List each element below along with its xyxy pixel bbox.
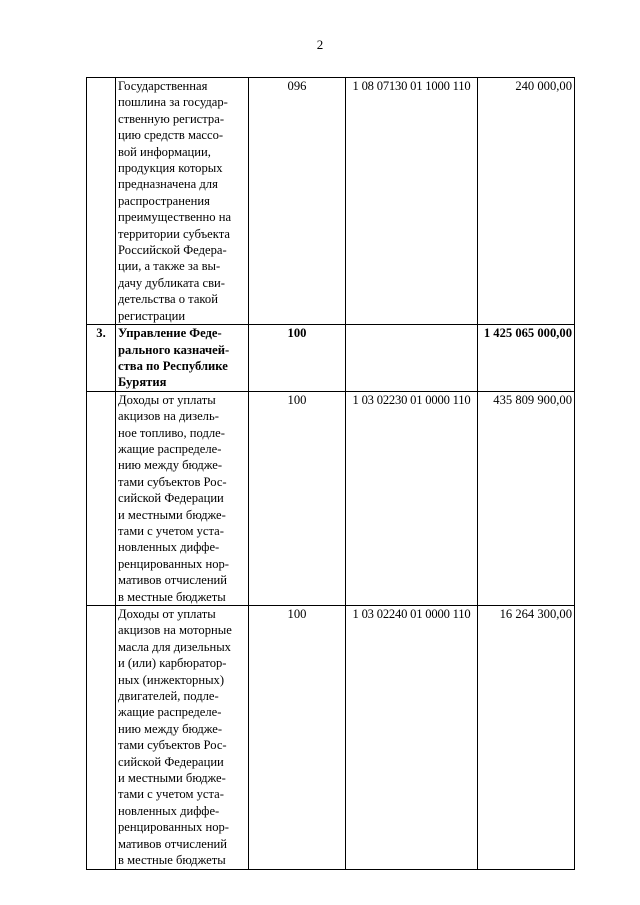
revenue-name-line: жащие распределе- xyxy=(118,441,222,456)
revenue-name-line: Российской Федера- xyxy=(118,243,227,258)
revenue-name-line: цию средств массо- xyxy=(118,128,224,143)
revenue-name-line: мативов отчислений xyxy=(118,573,228,588)
revenue-name-line: масла для дизельных xyxy=(118,639,231,654)
revenue-name-line: тами с учетом уста- xyxy=(118,787,224,802)
revenue-name-line: мативов отчислений xyxy=(118,836,228,851)
revenue-name-line: нию между бюдже- xyxy=(118,458,223,473)
kbk-code-cell xyxy=(346,325,478,392)
revenue-name-line: преимущественно на xyxy=(118,210,232,225)
revenue-name-line: детельства о такой xyxy=(118,292,218,307)
revenue-name-line: Доходы от уплаты xyxy=(118,392,216,407)
revenue-name-line: ренцированных нор- xyxy=(118,820,229,835)
table-row xyxy=(87,606,575,870)
revenue-table xyxy=(86,77,575,870)
kbk-code-cell: 1 08 07130 01 1000 110 xyxy=(346,78,478,325)
admin-code-cell: 100 xyxy=(249,325,346,392)
revenue-name-line: Государственная xyxy=(118,79,208,93)
revenue-name-line: регистрации xyxy=(118,308,186,323)
kbk-code-cell: 1 03 02230 01 0000 110 xyxy=(346,391,478,605)
revenue-name-line: пошлина за государ- xyxy=(118,95,228,110)
revenue-name-line: Управление Феде- xyxy=(118,326,222,341)
revenue-name-line: дачу дубликата сви- xyxy=(118,275,225,290)
revenue-name-line: территории субъекта xyxy=(118,226,230,241)
revenue-name-line: и местными бюдже- xyxy=(118,771,226,786)
amount-cell: 16 264 300,00 xyxy=(478,606,575,870)
page-number: 2 xyxy=(316,37,324,52)
revenue-name-cell xyxy=(116,78,249,325)
row-number-cell xyxy=(87,78,116,325)
revenue-name-line: тами субъектов Рос- xyxy=(118,474,227,489)
admin-code-cell: 100 xyxy=(249,391,346,605)
revenue-name-line: ное топливо, подле- xyxy=(118,425,225,440)
kbk-code-cell: 1 03 02240 01 0000 110 xyxy=(346,606,478,870)
admin-code-cell: 100 xyxy=(249,606,346,870)
revenue-name-line: ренцированных нор- xyxy=(118,556,229,571)
revenue-name-cell xyxy=(116,606,249,870)
revenue-name-line: тами с учетом уста- xyxy=(118,523,224,538)
revenue-name-line: распространения xyxy=(118,193,210,208)
amount-cell: 435 809 900,00 xyxy=(478,391,575,605)
row-number-cell xyxy=(87,391,116,605)
revenue-name-line: ции, а также за вы- xyxy=(118,259,221,274)
revenue-name-line: продукция которых xyxy=(118,161,223,176)
revenue-name-line: вой информации, xyxy=(118,144,211,159)
table-row xyxy=(87,391,575,605)
revenue-name-line: нию между бюдже- xyxy=(118,721,223,736)
revenue-name-line: акцизов на моторные xyxy=(118,623,232,638)
row-number-cell xyxy=(87,606,116,870)
revenue-name-line: сийской Федерации xyxy=(118,754,224,769)
revenue-name-line: в местные бюджеты xyxy=(118,853,226,868)
revenue-name-line: новленных диффе- xyxy=(118,540,220,555)
revenue-name-cell xyxy=(116,391,249,605)
revenue-name-line: жащие распределе- xyxy=(118,705,222,720)
revenue-name-line: Доходы от уплаты xyxy=(118,607,216,621)
row-number-cell: 3. xyxy=(87,325,116,392)
revenue-name-line: и местными бюдже- xyxy=(118,507,226,522)
revenue-name-line: тами субъектов Рос- xyxy=(118,738,227,753)
amount-cell: 240 000,00 xyxy=(478,78,575,325)
revenue-name-line: предназначена для xyxy=(118,177,218,192)
revenue-table-body xyxy=(87,78,575,870)
amount-cell: 1 425 065 000,00 xyxy=(478,325,575,392)
revenue-name-line: двигателей, подле- xyxy=(118,689,219,704)
revenue-name-line: акцизов на дизель- xyxy=(118,409,219,424)
revenue-name-line: ственную регистра- xyxy=(118,111,225,126)
revenue-name-line: сийской Федерации xyxy=(118,491,224,506)
revenue-name-line: ных (инжекторных) xyxy=(118,672,225,687)
revenue-name-line: ства по Республике xyxy=(118,358,228,373)
table-row xyxy=(87,325,575,392)
revenue-name-cell xyxy=(116,325,249,392)
admin-code-cell: 096 xyxy=(249,78,346,325)
revenue-name-line: и (или) карбюратор- xyxy=(118,656,227,671)
revenue-name-line: рального казначей- xyxy=(118,342,230,357)
revenue-name-line: в местные бюджеты xyxy=(118,589,226,604)
revenue-name-line: Бурятия xyxy=(118,375,167,390)
revenue-name-line: новленных диффе- xyxy=(118,803,220,818)
table-row xyxy=(87,78,575,325)
